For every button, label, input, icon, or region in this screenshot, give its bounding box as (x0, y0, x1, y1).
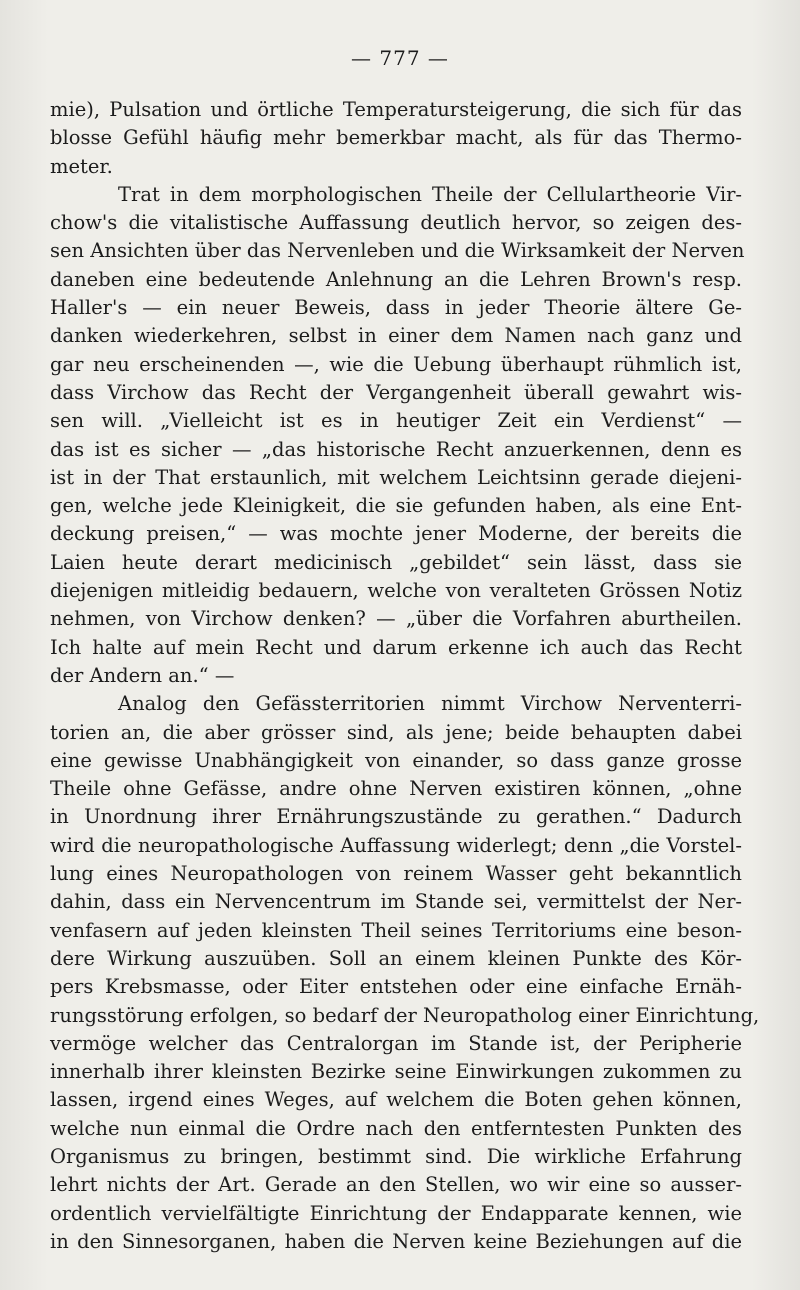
text-line: Analog den Gefässterritorien nimmt Virchow Nerventerri- (118, 692, 742, 716)
text-line: vermöge welcher das Centralorgan im Stande ist, der Peripherie (50, 1031, 742, 1055)
text-line: venfasern auf jeden kleinsten Theil seines Territoriums eine beson- (50, 918, 742, 942)
text-line: das ist es sicher — „das historische Recht anzuerkennen, denn es (50, 437, 742, 461)
text-line: welche nun einmal die Ordre nach den entferntesten Punkten des (50, 1116, 742, 1140)
text-line: der Andern an.“ — (50, 663, 235, 687)
text-line: dere Wirkung auszuüben. Soll an einem kleinen Punkte des Kör- (50, 946, 742, 970)
text-line: Ich halte auf mein Recht und darum erkenne ich auch das Recht (50, 635, 742, 659)
text-line: chow's die vitalistische Auffassung deutlich hervor, so zeigen des- (50, 211, 742, 235)
text-line: lassen, irgend eines Weges, auf welchem die Boten gehen können, (50, 1088, 742, 1112)
text-line: blosse Gefühl häufig mehr bemerkbar macht, als für das Thermo- (50, 126, 742, 150)
text-line: ist in der That erstaunlich, mit welchem Leichtsinn gerade diejeni- (50, 465, 742, 489)
text-line: danken wiederkehren, selbst in einer dem Namen nach ganz und (50, 324, 742, 348)
text-line: innerhalb ihrer kleinsten Bezirke seine Einwirkungen zukommen zu (50, 1060, 742, 1084)
text-line: diejenigen mitleidig bedauern, welche von veralteten Grössen Notiz (50, 579, 742, 603)
text-line: mie), Pulsation und örtliche Temperatursteigerung, die sich für das (50, 98, 742, 121)
text-line: sen Ansichten über das Nervenleben und die Wirksamkeit der Nerven (50, 239, 745, 263)
page-number: — 777 — (351, 46, 449, 70)
text-line: daneben eine bedeutende Anlehnung an die Lehren Brown's resp. (50, 267, 742, 291)
body-text (50, 96, 760, 1256)
text-line: dass Virchow das Recht der Vergangenheit überall gewahrt wis- (50, 380, 742, 404)
text-line: dahin, dass ein Nervencentrum im Stande sei, vermittelst der Ner- (50, 890, 742, 914)
text-line: ordentlich vervielfältigte Einrichtung der Endapparate kennen, wie (50, 1201, 742, 1225)
text-line: rungsstörung erfolgen, so bedarf der Neuropatholog einer Einrichtung, (50, 1003, 760, 1027)
text-line: wird die neuropathologische Auffassung widerlegt; denn „die Vorstel- (50, 833, 742, 857)
text-line: eine gewisse Unabhängigkeit von einander, so dass ganze grosse (50, 748, 742, 772)
text-line: Theile ohne Gefässe, andre ohne Nerven existiren können, „ohne (50, 777, 742, 801)
text-line: meter. (50, 154, 113, 178)
text-line: lung eines Neuropathologen von reinem Wasser geht bekanntlich (50, 862, 742, 886)
text-line: gar neu erscheinenden —, wie die Uebung überhaupt rühmlich ist, (50, 352, 742, 376)
text-line: Trat in dem morphologischen Theile der Cellulartheorie Vir- (118, 182, 742, 206)
text-line: Organismus zu bringen, bestimmt sind. Die wirkliche Erfahrung (50, 1144, 742, 1168)
text-line: nehmen, von Virchow denken? — „über die Vorfahren aburtheilen. (50, 607, 742, 631)
text-line: gen, welche jede Kleinigkeit, die sie gefunden haben, als eine Ent- (50, 494, 742, 518)
text-line: in den Sinnesorganen, haben die Nerven keine Beziehungen auf die (50, 1229, 742, 1253)
text-line: Haller's — ein neuer Beweis, dass in jeder Theorie ältere Ge- (50, 296, 742, 320)
text-line: deckung preisen,“ — was mochte jener Moderne, der bereits die (50, 522, 742, 546)
text-line: in Unordnung ihrer Ernährungszustände zu gerathen.“ Dadurch (50, 805, 742, 829)
text-line: Laien heute derart medicinisch „gebildet“ sein lässt, dass sie (50, 550, 742, 574)
text-line: lehrt nichts der Art. Gerade an den Stellen, wo wir eine so ausser- (50, 1173, 742, 1197)
text-line: sen will. „Vielleicht ist es in heutiger Zeit ein Verdienst“ — (50, 409, 742, 433)
text-line: torien an, die aber grösser sind, als jene; beide behaupten dabei (50, 720, 742, 744)
text-line: pers Krebsmasse, oder Eiter entstehen oder eine einfache Ernäh- (50, 975, 742, 999)
